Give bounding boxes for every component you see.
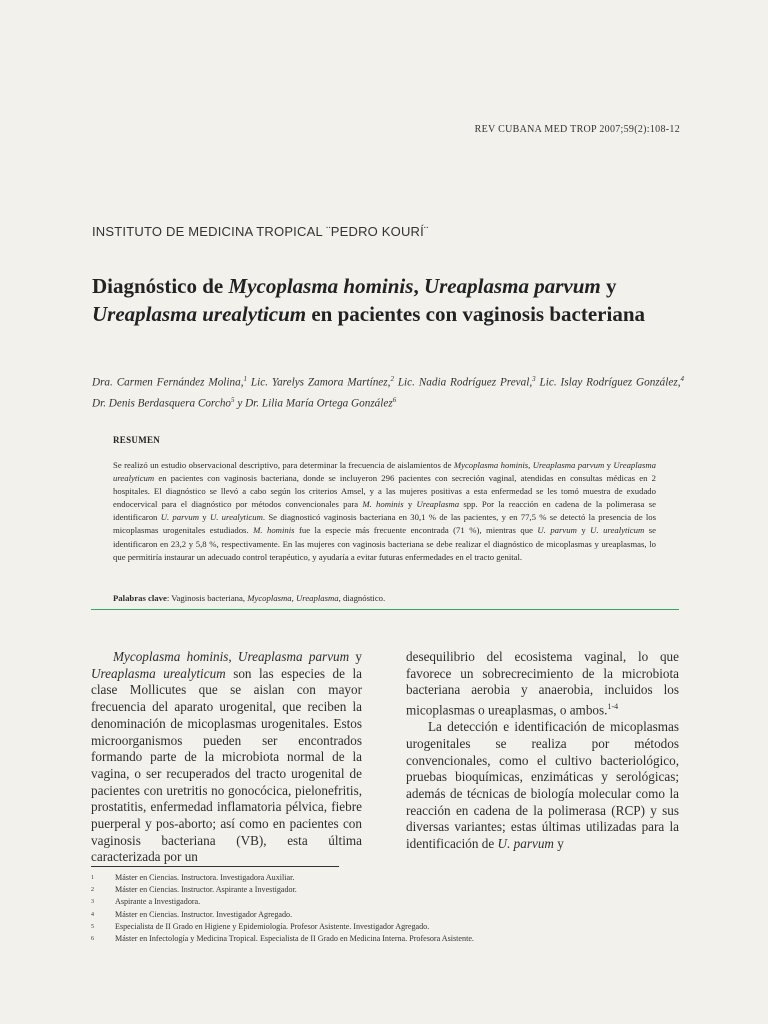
author-name: y Dr. Lilia María Ortega González <box>234 397 393 410</box>
abstract-text: spp. Por la reacción en cadena de la polimerasa se identificaron <box>113 499 657 523</box>
body-text: La detección e identificación de micoplasmas urogenitales se realiza por métodos convencionales, como el cultivo bacteriológico, pruebas bioquímicas, enzimáticas y serológicas; además de técnicas de biología molecular como la reacción en cadena de la polimerasa (RCP) y sus diversas variantes; estas últimas utilizadas para la identificación de <box>406 719 679 852</box>
title-species: Mycoplasma hominis <box>228 274 414 298</box>
footnote-number: 1 <box>91 875 94 881</box>
body-column-right <box>406 649 679 853</box>
author-name: Lic. Nadia Rodríguez Preval, <box>393 376 533 389</box>
abstract-text: y <box>604 460 614 470</box>
abstract-text: Se realizó un estudio observacional descriptivo, para determinar la frecuencia de aislamientos de <box>113 460 454 470</box>
abstract-text: y <box>198 512 210 523</box>
title-text: y <box>600 274 617 298</box>
abstract-heading: RESUMEN <box>113 435 161 445</box>
title-species: Ureaplasma urealyticum <box>92 302 307 326</box>
abstract-species: M. hominis <box>253 525 295 536</box>
body-column-left <box>91 649 362 866</box>
footnote-number: 2 <box>91 887 94 894</box>
abstract-species: U. parvum <box>160 512 199 523</box>
body-text: y <box>553 836 564 852</box>
footnote-item <box>91 921 691 933</box>
citation-ref: 1-4 <box>607 702 619 712</box>
abstract-divider <box>91 609 679 610</box>
body-text: son las especies de la clase Mollicutes que se aislan con mayor frecuencia del aparato urogenital, que reciben la denominación de micoplasmas urogenitales. Estos microorganismos pueden ser encontrados formando parte de la microbiota normal de la vagina, o ser recuperados del tracto urogenital de pacientes con uretritis no gonocócica, pielonefritis, prostatitis, enfermedad inflamatoria pélvica, fiebre puerperal y pos-aborto; así como en pacientes con vaginosis bacteriana (VB), esta última caracterizada por un <box>91 665 362 865</box>
body-text: , <box>228 649 238 664</box>
keywords-line <box>113 593 656 603</box>
footnote-item <box>91 872 691 884</box>
author-affiliation-ref: 4 <box>680 375 684 383</box>
abstract-text: se identificaron en 23,2 y 5,8 %, respectivamente. En las mujeres con vaginosis bacteriana se debe realizar el diagnóstico de micoplasmas y ureaplasmas, lo que permitiría instaurar un adecuado control terapéutico, y ayudaría a evitar futuras enfermedades en el tracto genital. <box>113 525 656 562</box>
abstract-species: U. urealyticum <box>590 525 645 536</box>
footnote-text: Máster en Ciencias. Instructora. Investigadora Auxiliar. <box>115 873 295 882</box>
abstract-text: , <box>528 460 533 470</box>
footnote-text: Especialista de II Grado en Higiene y Epidemiología. Profesor Asistente. Investigador Agregado. <box>115 921 430 931</box>
author-affiliation-ref: 5 <box>231 395 235 404</box>
author-affiliation-ref: 6 <box>392 395 397 404</box>
footnotes <box>91 872 691 945</box>
footnote-item <box>91 933 691 945</box>
abstract-body <box>113 459 656 564</box>
title-text: en pacientes con vaginosis bacteriana <box>306 302 646 326</box>
body-text: y <box>349 649 362 664</box>
footnote-item <box>91 896 691 908</box>
abstract-species: U. parvum <box>537 525 577 536</box>
body-species: Ureaplasma urealyticum <box>91 665 226 681</box>
author-list <box>92 371 684 412</box>
footnote-item <box>91 884 691 896</box>
keywords-text: , <box>291 593 296 603</box>
abstract-text: . Se diagnosticó vaginosis bacteriana en 30,1 % de las pacientes, y en 77,5 % se detectó la presencia de los micoplasmas urogenitales estudiados. <box>113 512 656 536</box>
footnote-text: Aspirante a Investigadora. <box>115 897 201 907</box>
footnote-text: Máster en Ciencias. Instructor. Investigador Agregado. <box>115 909 293 919</box>
keywords-text: , diagnóstico. <box>338 593 386 603</box>
footnote-number: 5 <box>91 923 94 930</box>
abstract-text: fue la especie más frecuente encontrada (71 %), mientras que <box>294 525 538 536</box>
title-species: Ureaplasma parvum <box>423 274 601 298</box>
abstract-text: en pacientes con vaginosis bacteriana, donde se incluyeron 296 pacientes con secreción vaginal, atendidas en consultas médicas en 2 hospitales. El diagnóstico se llevó a cabo según los criterios Amsel, y a las mujeres positivas a esta enfermedad se les tomó muestra de exudado endocervical para el diagnóstico por métodos convencionales para <box>113 473 656 510</box>
footnote-divider <box>91 866 339 867</box>
body-species: U. parvum <box>497 836 554 852</box>
abstract-species: Ureaplasma parvum <box>532 460 605 470</box>
abstract-species: Ureaplasma urealyticum <box>113 460 657 484</box>
keywords-text: : Vaginosis bacteriana, <box>166 593 248 603</box>
body-species: Mycoplasma hominis <box>113 649 229 664</box>
abstract-text: y <box>576 525 591 536</box>
author-affiliation-ref: 1 <box>243 375 248 383</box>
author-affiliation-ref: 3 <box>532 375 536 383</box>
footnote-number: 3 <box>91 899 94 906</box>
journal-reference: REV CUBANA MED TROP 2007;59(2):108-12 <box>474 124 680 135</box>
body-text: desequilibrio del ecosistema vaginal, lo que favorece un sobrecrecimiento de la microbiota bacteriana aerobia y anaerobia, incluidos los micoplasmas o ureaplasmas, o ambos. <box>406 649 679 718</box>
abstract-text: y <box>403 499 417 510</box>
footnote-text: Máster en Ciencias. Instructor. Aspirante a Investigador. <box>115 885 297 895</box>
abstract-species: Ureaplasma <box>416 499 460 510</box>
keyword-species: Mycoplasma <box>247 593 292 603</box>
abstract-species: U. urealyticum <box>209 512 263 523</box>
footnote-number: 4 <box>91 911 94 918</box>
body-paragraph <box>406 649 679 719</box>
author-name: Lic. Yarelys Zamora Martínez, <box>247 376 391 389</box>
body-species: Ureaplasma parvum <box>237 649 350 664</box>
body-paragraph <box>406 719 679 853</box>
article-title <box>92 272 692 328</box>
footnote-number: 6 <box>91 936 94 943</box>
keyword-species: Ureaplasma <box>295 593 339 603</box>
institute-name: INSTITUTO DE MEDICINA TROPICAL ¨PEDRO KOURÍ¨ <box>92 224 429 239</box>
author-affiliation-ref: 2 <box>390 375 394 383</box>
author-name: Lic. Islay Rodríguez González, <box>535 376 681 389</box>
footnote-text: Máster en Infectología y Medicina Tropical. Especialista de II Grado en Medicina Interna. Profesora Asistente. <box>115 934 474 944</box>
author-name: Dr. Denis Berdasquera Corcho <box>92 397 232 410</box>
body-paragraph <box>91 649 362 866</box>
author-name: Dra. Carmen Fernández Molina, <box>92 376 244 389</box>
title-text: Diagnóstico de <box>92 274 229 298</box>
keywords-label: Palabras clave <box>113 593 167 603</box>
title-text: , <box>413 274 424 298</box>
abstract-species: M. hominis <box>362 499 404 510</box>
footnote-item <box>91 909 691 921</box>
abstract-species: Mycoplasma hominis <box>453 460 529 470</box>
